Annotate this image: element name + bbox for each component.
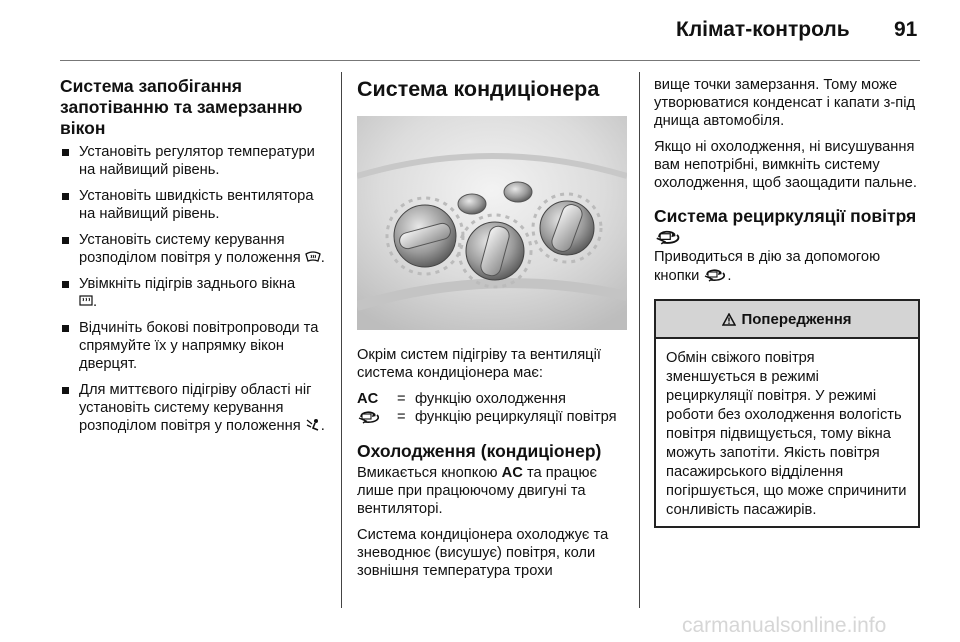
defrost-steps-list — [60, 143, 332, 435]
page-number: 91 — [894, 18, 918, 41]
ac-intro-text: Окрім систем підігріву та вентиляції система кондиціонера має: — [357, 347, 601, 381]
ac-key-label: AC — [357, 391, 379, 407]
list-item: Увімкніть підігрів заднього вікна . — [60, 275, 332, 311]
recirculation-section-title: Система рециркуляції повітря — [654, 206, 920, 248]
cooling-section-title: Охолодження (кондиціонер) — [357, 441, 602, 461]
page-header-title: Клімат-контроль — [676, 18, 850, 41]
bullet-square-icon — [62, 149, 69, 156]
header-divider — [60, 60, 920, 61]
cooling-paragraph-3: Якщо ні охолодження, ні висушування вам непотрібні, вимкніть систему охолодження, щоб заощадити пальне. — [654, 139, 917, 191]
bullet-square-icon — [62, 281, 69, 288]
list-item: Для миттєвого підігріву області ніг установіть систему керування розподілом повітря у положення . — [60, 381, 332, 435]
recirculation-icon — [654, 227, 682, 245]
column-divider-2 — [639, 72, 640, 608]
list-item: AC = функцію охолодження — [357, 391, 566, 407]
air-conditioning-column — [357, 76, 627, 588]
list-item: Установіть систему керування розподілом повітря у положення . — [60, 231, 332, 267]
footwell-defrost-icon — [305, 418, 321, 432]
climate-control-panel-photo — [357, 116, 627, 330]
recirculation-icon — [357, 408, 381, 424]
defrost-section-title: Система запобігання запотіванню та замерзанню вікон — [60, 76, 303, 138]
bullet-square-icon — [62, 237, 69, 244]
windscreen-defrost-icon — [305, 251, 321, 264]
ac-function-list — [357, 390, 627, 427]
recirculation-paragraph: Приводиться в дію за допомогою кнопки . — [654, 249, 881, 284]
warning-triangle-icon — [722, 313, 736, 326]
cooling-paragraph-1: Вмикається кнопкою AC та працює лише при працюючому двигуні та вентиляторі. — [357, 465, 597, 517]
recirculation-column — [654, 76, 920, 528]
cooling-paragraph-2: Система кондиціонера охолоджує та зневоднює (висушує) повітря, коли зовнішня температура трохи — [357, 527, 609, 579]
cooling-paragraph-continued: вище точки замерзання. Тому може утворюватися конденсат і капати з-під днища автомобіля. — [654, 77, 916, 129]
column-divider-1 — [341, 72, 342, 608]
defrost-column — [60, 76, 332, 443]
air-conditioning-title: Система кондиціонера — [357, 77, 600, 101]
warning-title: Попередження — [741, 310, 852, 328]
warning-text: Обмін свіжого повітря зменшується в режимі рециркуляції повітря. У режимі роботи без охолодження вологість повітря підвищується, тому вікна можуть запотіти. Якість повітря пасажирського відділення погіршується, що може спричинити сонливість пасажирів. — [666, 350, 907, 518]
list-item: Установіть швидкість вентилятора на найвищий рівень. — [60, 187, 332, 223]
list-item: Установіть регулятор температури на найвищий рівень. — [60, 143, 332, 179]
list-item: = функцію рециркуляції повітря — [357, 408, 627, 427]
bullet-square-icon — [62, 387, 69, 394]
bullet-square-icon — [62, 325, 69, 332]
bullet-square-icon — [62, 193, 69, 200]
list-item: Відчиніть бокові повітропроводи та спрямуйте їх у напрямку вікон дверцят. — [60, 319, 332, 373]
ac-key-label: AC — [501, 465, 523, 481]
recirculation-icon — [703, 266, 727, 282]
rear-window-heat-icon — [79, 295, 93, 307]
warning-box — [654, 299, 920, 528]
watermark: carmanualsonline.info — [682, 614, 887, 637]
